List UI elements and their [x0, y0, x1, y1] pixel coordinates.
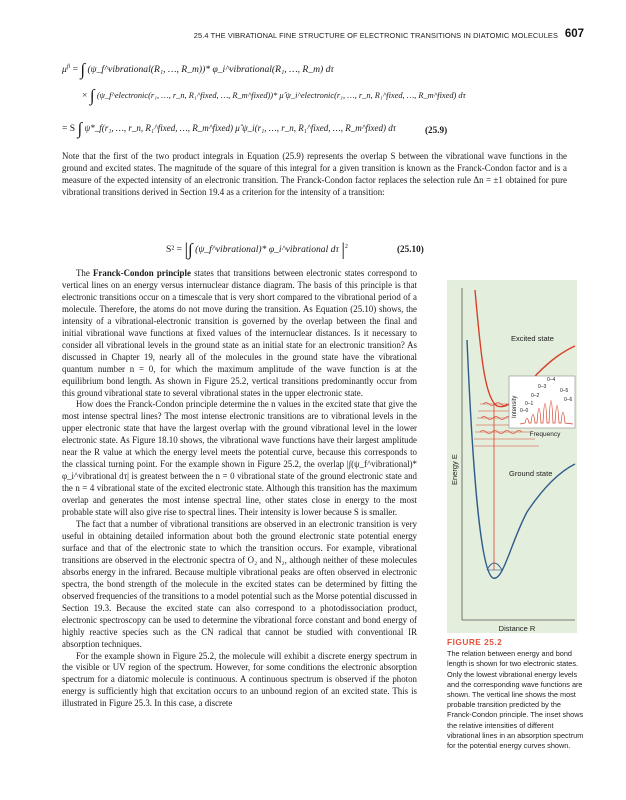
- paragraph-2: [62, 268, 417, 399]
- peak-label-0-3: 0–3: [538, 384, 547, 390]
- inset-y-label: Intensity: [512, 395, 518, 418]
- paragraph-3: How does the Franck-Condon principle determine the n values in the excited state that give the most intense spectral lines? The most intense electronic transitions are to vibrational levels in the upper electronic state that have the largest overlap with the ground vibrational level in the lower electronic state. As Figure 18.10 shows, the vibrational wave functions have their largest amplitude near the R value at which the energy level meets the potential curve, because this corresponds to the classical turning point. For the example shown in Figure 25.2, the overlap |∫(ψ_f^vibrational)* φ_i^vibrational dτ| is greatest between the n = 0 vibrational state of the ground electronic state and the n = 4 vibrational state of the excited electronic state. Although this transition has the maximum overlap and generates the most intense spectral line, other states close in energy to the most probable state will also give rise to spectral lines. Their intensity is lower because S is smaller.: [62, 399, 417, 518]
- plot-background: [447, 280, 577, 633]
- excited-state-label: Excited state: [511, 334, 554, 343]
- p2-rest: states that transitions between electronic states correspond to vertical lines on an energy versus internuclear distance diagram. The basis of this principle is that electronic transitions occur on a timescale that is very short compared to the vibrational period of a molecule. Therefore, the atoms do not move during the transition. As Equation (25.10) shows, the intensity of a vibrational-electronic transition is governed by the overlap between the final and initial vibrational wave functions at fixed values of the internuclear distances. Is it necessary to consider all vibrational levels in the ground state as an initial state for an electronic transition? As discussed in Chapter 19, nearly all of the molecules in the ground state have the vibrational quantum number n = 0, for which the maximum amplitude of the wave function is at the equilibrium bond length. As shown in Figure 25.2, vertical transitions predominantly occur from this ground vibrational state to several vibrational states in the upper electronic state.: [62, 268, 418, 398]
- figure-caption-label: FIGURE 25.2: [447, 637, 503, 647]
- ground-state-label: Ground state: [509, 469, 553, 478]
- equation-number-25-9: (25.9): [425, 125, 448, 135]
- eq-line-3-body: ψ*_f(r₁, …, r_n, R₁^fixed, …, R_m^fixed) μ̂ ψ_i(r₁, …, r_n, R₁^fixed, …, R_m^fixed) dτ: [84, 123, 396, 133]
- paragraph-4: The fact that a number of vibrational transitions are observed in an electronic transition is very useful in obtaining detailed information about both the ground electronic state potential energy surface and that of the electronic state to which the transition occurs. For example, vibrational transitions are observed in the electronic spectra of O₂ and N₂, although neither of these molecules absorbs energy in the infrared. Because multiple vibrational peaks are often observed in electronic spectra, the bond strength of the molecule in the excited states can be determined by fitting the observed frequencies of the transitions to a model potential such as the Morse potential discussed in Section 19.3. Because the excited state can also correspond to a photodissociation product, electronic spectroscopy can be used to determine the vibrational force constant and bond energy of highly reactive species such as the CN radical that cannot be studied with conventional IR absorption techniques.: [62, 519, 417, 649]
- p2-bold-term: Franck-Condon principle: [93, 268, 191, 278]
- eq-lhs: μ: [62, 64, 67, 76]
- eq-line-2-body: (ψ_f^electronic(r₁, …, r_n, R₁^fixed, …, R_m^fixed))* μ̂ ψ_i^electronic(r₁, …, r_n, R₁^fixed, …, R_m^fixed) dτ: [96, 91, 466, 100]
- peak-label-0-1: 0–1: [525, 401, 534, 407]
- eq-lhs-sup: fi: [66, 64, 71, 70]
- running-header: [0, 30, 626, 46]
- equation-25-9-line-2: × ∫ (ψ_f^electronic(r₁, …, r_n, R₁^fixed, …, R_m^fixed))* μ̂ ψ_i^electronic(r₁, …, r_n, R₁^fixed, …, R_m^fixed) dτ: [82, 86, 466, 105]
- inset-x-label: Frequency: [529, 431, 561, 438]
- paragraph-1: [62, 151, 567, 199]
- eq2-body: (ψ_f^vibrational)* φ_i^vibrational dτ: [195, 244, 339, 256]
- equation-25-10: S² = |∫ (ψ_f^vibrational)* φ_i^vibrational dτ $|^2$: [166, 239, 348, 260]
- peak-label-0-5: 0–5: [560, 388, 569, 394]
- peak-label-0-2: 0–2: [531, 393, 540, 399]
- p2-start: The: [76, 268, 90, 278]
- peak-label-0-0: 0–0: [520, 408, 529, 414]
- equation-number-25-10: (25.10): [397, 244, 424, 254]
- y-axis-label: Energy E: [450, 454, 459, 485]
- paragraph-1-text: Note that the first of the two product integrals in Equation (25.9) represents the overlap S between the vibrational wave functions in the ground and excited states. The magnitude of the square of this integral for a given transition is known as the Franck-Condon factor and is a measure of the expected intensity of an electronic transition. The Franck-Condon factor replaces the selection rule Δn = ±1 obtained for pure vibrational transitions derived in Section 19.4 as a criterion for the intensity of a transition:: [62, 151, 567, 197]
- x-axis-label: Distance R: [498, 624, 536, 633]
- eq2-lhs: S² =: [166, 244, 183, 256]
- page-number: 607: [564, 28, 584, 40]
- equation-25-9-line-1: $\mu^{fi}$ = ∫ (ψ_f^vibrational(R₁, …, R_m))* φ_i^vibrational(R₁, …, R_m) dτ: [62, 60, 334, 80]
- equation-25-9-line-3: = S ∫ ψ*_f(r₁, …, r_n, R₁^fixed, …, R_m^fixed) μ̂ ψ_i(r₁, …, r_n, R₁^fixed, …, R_m^fixed) dτ: [62, 119, 396, 138]
- figure-caption-text: The relation between energy and bond length is shown for two electronic states. Only the lowest vibrational energy levels and the corresponding wave functions are shown. The vertical line shows the most probable transition predicted by the Franck-Condon principle. The inset shows the relative intensities of different vibrational lines in an absorption spectrum for the potential energy curves shown.: [447, 649, 584, 751]
- paragraph-5: For the example shown in Figure 25.2, the molecule will exhibit a discrete energy spectrum in the visible or UV region of the spectrum. However, for some conditions the electronic absorption spectrum for a diatomic molecule is continuous. A continuous spectrum is observed if the photon energy is sufficiently high that excitation occurs to an unbound region of an excited state. This is illustrated in Figure 25.3. In this case, a discrete: [62, 650, 417, 709]
- peak-label-0-4: 0–4: [547, 377, 556, 383]
- peak-label-0-6: 0–6: [564, 397, 573, 403]
- figure-caption: [447, 637, 585, 751]
- figure-25-2: [447, 280, 577, 633]
- running-header-title: 25.4 THE VIBRATIONAL FINE STRUCTURE OF ELECTRONIC TRANSITIONS IN DIATOMIC MOLECULES: [193, 31, 558, 40]
- eq-line-1-body: (ψ_f^vibrational(R₁, …, R_m))* φ_i^vibrational(R₁, …, R_m) dτ: [87, 64, 334, 76]
- body-text: [62, 268, 417, 710]
